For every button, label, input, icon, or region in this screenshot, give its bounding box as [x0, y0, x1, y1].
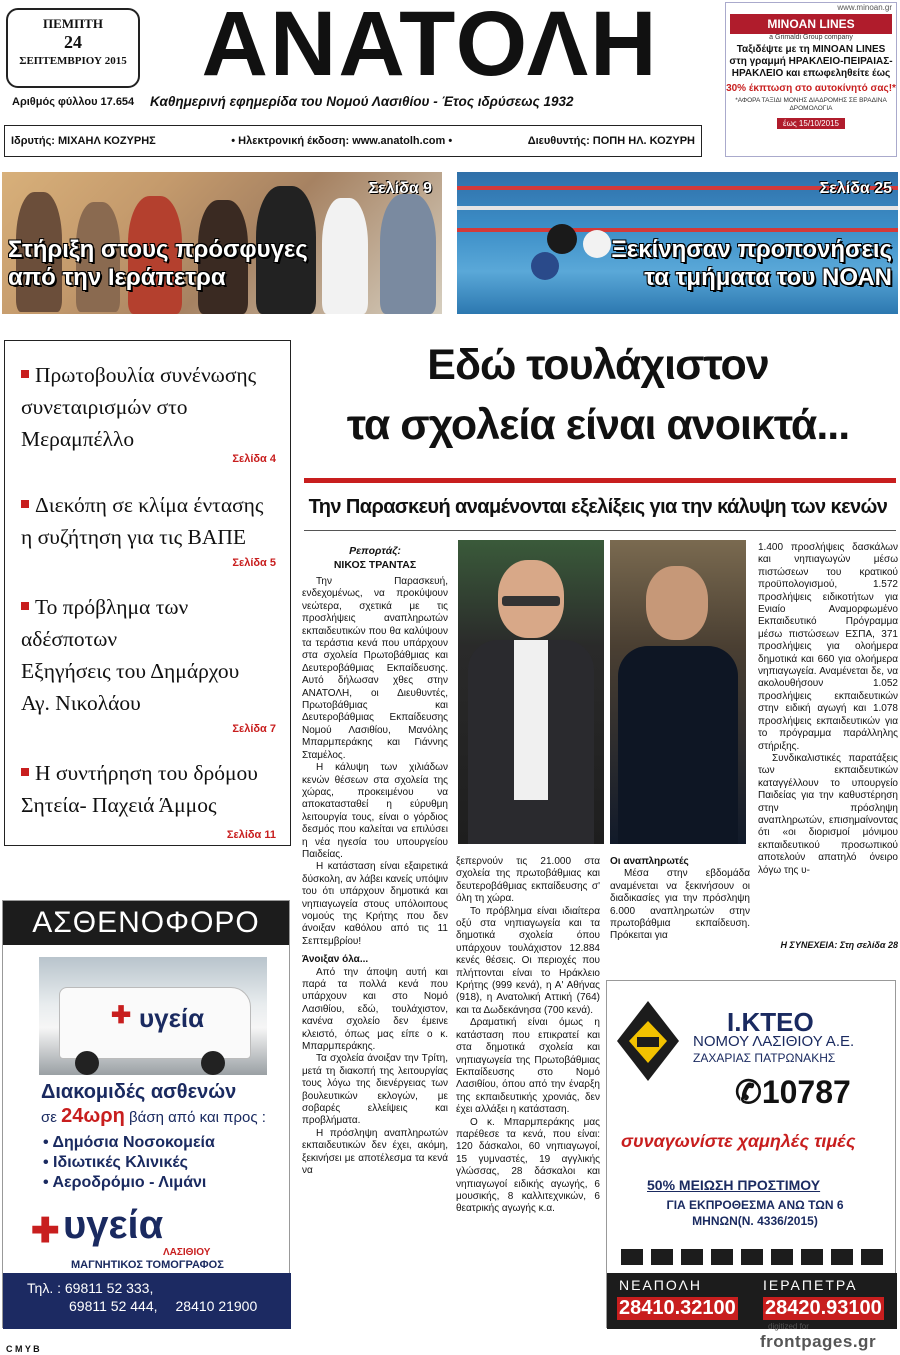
story-page-tag: Σελίδα 25	[819, 180, 892, 197]
story-caption	[8, 236, 308, 291]
caption-line1: Στήριξη στους πρόσφυγες	[8, 236, 308, 263]
face	[646, 566, 708, 640]
caption-line2: τα τμήματα του ΝΟΑΝ	[644, 263, 892, 291]
bullet-icon	[21, 500, 29, 508]
glasses-icon	[502, 596, 560, 606]
brief-page[interactable]: Σελίδα 4	[232, 453, 276, 465]
brief-page[interactable]: Σελίδα 11	[226, 829, 276, 841]
director-photo-1[interactable]	[458, 540, 604, 844]
minoan-company: a Grimaldi Group company	[769, 34, 853, 41]
kteo-logo-icon	[617, 1001, 679, 1101]
story-caption	[611, 236, 892, 291]
shirt	[514, 640, 548, 800]
kteo-city: ΝΕΑΠΟΛΗ	[619, 1277, 702, 1293]
phone-line: 69811 52 444,	[69, 1298, 158, 1314]
article-paragraph: Η πρόσληψη αναπληρωτών εκπαιδευτικών δεν έχει, ακόμη, ξεκινήσει με αποτέλεσμα τα κενά να	[302, 1127, 448, 1177]
electronic-edition[interactable]: • Ηλεκτρονική έκδοση: www.anatolh.com •	[231, 135, 453, 147]
director: Διευθυντής: ΠΟΠΗ ΗΛ. ΚΟΖΥΡΗ	[527, 135, 695, 147]
list-item: • Αεροδρόμιο - Λιμάνι	[43, 1173, 215, 1193]
ambulance-list	[39, 1133, 215, 1193]
wheel-icon	[201, 1051, 225, 1075]
article-paragraph: Από την άποψη αυτή και παρά τα πολλά κενά που υπάρχουν και στο Νομό Λασιθίου, εδώ, τουλάχιστον, κανένα σχολείο δεν έμεινε κλειστό, όπως μας είπε ο κ. Μπαρμπεράκης.	[302, 966, 448, 1053]
issue-day: ΠΕΜΠΤΗ	[43, 16, 103, 31]
swimmer-head	[547, 224, 577, 254]
brief-page[interactable]: Σελίδα 7	[232, 723, 276, 735]
ygeia-logo: υγεία	[63, 1203, 164, 1247]
headline-line2: τα σχολεία είναι ανοικτά...	[346, 401, 850, 449]
frontpages-link[interactable]: frontpages.gr	[760, 1332, 877, 1351]
story-page-tag: Σελίδα 9	[368, 180, 432, 197]
main-headline[interactable]	[300, 335, 896, 455]
director-photo-2[interactable]	[610, 540, 746, 844]
minoan-lines-ad[interactable]	[725, 2, 897, 157]
headline-rule	[304, 478, 896, 483]
brief-page[interactable]: Σελίδα 5	[232, 557, 276, 569]
brief-text: η συζήτηση για τις ΒΑΠΕ	[21, 525, 247, 549]
byline-label: Ρεπορτάζ:	[349, 545, 401, 557]
article-column-1	[302, 576, 448, 1178]
ambulance-sub	[41, 1105, 266, 1128]
cross-icon: ✚	[31, 1212, 60, 1250]
bullet-icon	[21, 602, 29, 610]
minoan-line3: ΗΡΑΚΛΕΙΟ και επωφεληθείτε έως	[731, 68, 891, 79]
brief-item[interactable]	[21, 591, 283, 719]
sub-pre: σε	[41, 1109, 62, 1126]
photo-person	[322, 198, 368, 314]
byline-author: ΝΙΚΟΣ ΤΡΑΝΤΑΣ	[333, 559, 417, 571]
tagline: Καθημερινή εφημερίδα του Νομού Λασιθίου - Έτος ιδρύσεως 1932	[150, 94, 574, 109]
ygeia-lasithi: ΛΑΣΙΘΙΟΥ	[163, 1247, 211, 1258]
article-paragraph: Η κάλυψη των χιλιάδων κενών θέσεων στα σχολεία της χώρας, προκειμένου να αποκατασταθεί η εύρυθμη λειτουργία τους, είναι ο γόρδιος δεσμός που καλείται να επιλύσει η νέα ηγεσία του υπουργείου Παιδείας.	[302, 762, 448, 860]
kteo-city: ΙΕΡΑΠΕΤΡΑ	[763, 1277, 858, 1293]
article-paragraph: 1.400 προσλήψεις δασκάλων και νηπιαγωγών μέσω πιστώσεων του κρατικού προϋπολογισμού, 1.572 προσλήψεις ειδικοτήτων για Ενιαίο Αναμορφωμένο Εκπαιδευτικό Πρόγραμμα μέσω πιστώσεων ΕΣΠΑ, 371 προσλήψεις για ολοήμερα δημοτικά και 660 για ολοήμερα νηπιαγωγεία. Αναμένεται δε, να ακολουθήσουν 1.052 προσλήψεις εκπαιδευτικών στην ειδική αγωγή και 1.078 προσλήψεις εκπαιδευτικών για το πρόγραμμα παράλληλης στήριξης.	[758, 542, 898, 752]
byline	[302, 544, 448, 572]
phone-line: 28410 21900	[175, 1298, 258, 1314]
cross-icon: ✚	[111, 1002, 132, 1029]
minoan-line2: στη γραμμή ΗΡΑΚΛΕΙΟ-ΠΕΙΡΑΙΑΣ-	[729, 56, 893, 67]
article-paragraph: Την Παρασκευή, ενδεχομένως, να προκύψουν νεώτερα, σχετικά με τις προσλήψεις αναπληρωτών εκπαιδευτικών που θα καλύψουν τα τεράστια κενά που υπάρχουν στα σχολεία Πρωτοβάθμιας και Δευτεροβάθμιας Εκπαίδευσης. Αυτό δήλωσαν χθες στην ΑΝΑΤΟΛΗ, οι Διευθυντές, Πρωτοβάθμιας και Δευτεροβάθμιας Εκπαίδευσης Νομού Λασιθίου, Μανόλης Μπαρμπεράκης και Γιάννης Σταμέλος.	[302, 576, 448, 761]
ambulance-ad[interactable]	[2, 900, 290, 1328]
caption-line1: Ξεκίνησαν προπονήσεις	[611, 236, 892, 263]
brief-item[interactable]	[21, 757, 283, 821]
sub-hours: 24ωρη	[61, 1105, 125, 1127]
article-paragraph: Μέσα στην εβδομάδα αναμένεται να ξεκινήσουν οι διαδικασίες για την πρόσληψη 6.000 αναπληρωτών στην πρωτοβάθμια εκπαίδευση. Πρόκειται για	[610, 868, 750, 942]
kteo-city-phone: 28420.93100	[765, 1297, 882, 1319]
cmyb-marks: C M Y B	[6, 1344, 40, 1354]
swimmer-head	[583, 230, 611, 258]
article-paragraph: ξεπερνούν τις 21.000 στα σχολεία της πρωτοβάθμιας και δευτεροβάθμιας εκπαίδευσης σ' όλη τη χώρα.	[456, 856, 600, 905]
minoan-offer: 30% έκπτωση στο αυτοκίνητό σας!*	[726, 83, 896, 94]
minoan-logo: MINOAN LINES	[730, 14, 892, 34]
kteo-phone	[735, 1073, 851, 1111]
article-subhead: Οι αναπληρωτές	[610, 856, 689, 867]
brief-text: Σητεία- Παχειά Άμμος	[21, 793, 217, 817]
brief-text: αδέσποτων	[21, 627, 118, 651]
kteo-ad[interactable]	[606, 980, 896, 1328]
van-brand: υγεία	[139, 1003, 205, 1033]
wheel-icon	[75, 1051, 99, 1075]
pool-lane	[457, 206, 898, 210]
caption-line2: από την Ιεράπετρα	[8, 263, 226, 291]
vehicles-strip-icon	[621, 1249, 883, 1265]
article-paragraph: Το πρόβλημα είναι ιδιαίτερα οξύ στα νηπιαγωγεία και τα δημοτικά σχολεία όπου υπάρχουν τουλάχιστον 12.884 κενές θέσεις. Οι περιοχές που πλήττονται είναι το Ηράκλειο Κρήτης (999 κενά), η Α' Αθήνας (918), η Ανατολική Αττική (764) και τα Δωδεκάνησα (700 κενά).	[456, 905, 600, 1016]
brief-item[interactable]	[21, 359, 283, 455]
brief-text: συνεταιρισμών στο	[21, 395, 188, 419]
brief-text: Αγ. Νικολάου	[21, 691, 141, 715]
sheet-number: Αριθμός φύλλου 17.654	[12, 96, 135, 108]
continued-link[interactable]: Η ΣΥΝΕΧΕΙΑ: Στη σελίδα 28	[780, 940, 898, 950]
list-item: • Δημόσια Νοσοκομεία	[43, 1133, 215, 1153]
article-paragraph: Τα σχολεία άνοιξαν την Τρίτη, μετά τη διακοπή της λειτουργίας τους λόγω της διενέργειας των βουλευτικών εκλογών, με σοβαρές ελλείψεις και προβλήματα.	[302, 1053, 448, 1127]
article-paragraph: Ο κ. Μπαρμπεράκης μας παρέθεσε τα κενά, που είναι: 120 δάσκαλοι, 60 νηπιαγωγοί, 15 γυμναστές, 19 αγγλικής γλώσσας, 28 δάσκαλοι και νηπιαγωγοί ειδικής αγωγής, 6 μουσικής, 8 καλλιτεχνικών, 6 θεατρικής αγωγής κ.α.	[456, 1116, 600, 1215]
kteo-city-phone: 28410.32100	[619, 1297, 736, 1319]
list-item: • Ιδιωτικές Κλινικές	[43, 1153, 215, 1173]
swimmer-head	[531, 252, 559, 280]
phone-row	[27, 1297, 291, 1315]
article-column-2	[456, 856, 600, 1216]
refugees-story-photo[interactable]	[2, 172, 442, 314]
bullet-icon	[21, 370, 29, 378]
kteo-locations	[607, 1273, 897, 1329]
sub-post: βάση από και προς :	[124, 1109, 266, 1126]
minoan-until: έως 15/10/2015	[777, 118, 845, 129]
pool-lane	[457, 228, 898, 232]
polo-shirt	[618, 646, 738, 844]
photo-person	[380, 194, 436, 314]
kteo-phone-number: 10787	[761, 1074, 851, 1110]
minoan-url[interactable]: www.minoan.gr	[837, 3, 892, 12]
main-subheadline: Την Παρασκευή αναμένονται εξελίξεις για την κάλυψη των κενών	[308, 496, 888, 518]
kteo-owner: ΖΑΧΑΡΙΑΣ ΠΑΤΡΩΝΑΚΗΣ	[693, 1051, 836, 1065]
phone-line: Τηλ. : 69811 52 333,	[27, 1280, 154, 1296]
article-column-3	[610, 856, 750, 943]
phone-icon: ✆	[735, 1074, 762, 1110]
article-subhead: Άνοιξαν όλα...	[302, 954, 369, 966]
kteo-name: ΝΟΜΟΥ ΛΑΣΙΘΙΟΥ Α.Ε.	[693, 1033, 855, 1050]
subhead-rule	[304, 530, 896, 531]
article-paragraph: Συνδικαλιστικές παρατάξεις των εκπαιδευτικών καταγγέλλουν το υπουργείο Παιδείας για την καθυστέρηση στην πρόσληψη αναπληρωτών, επισημαίνοντας ότι «οι διορισμοί μόνιμου εκπαιδευτικού προσωπικού αποτελούν απατηλό όνειρο λόγω της υ-	[758, 752, 898, 876]
ygeia-mt: ΜΑΓΝΗΤΙΚΟΣ ΤΟΜΟΓΡΑΦΟΣ	[71, 1259, 224, 1271]
minoan-line1: Ταξιδέψτε με τη MINOAN LINES	[736, 44, 886, 55]
brief-item[interactable]	[21, 489, 283, 553]
brief-text: Το πρόβλημα των	[35, 595, 189, 619]
brief-text: Πρωτοβουλία συνένωσης	[35, 363, 257, 387]
bullet-icon	[21, 768, 29, 776]
headline-line1: Εδώ τουλάχιστον	[427, 341, 769, 389]
issue-month-year: ΣΕΠΤΕΜΒΡΙΟΥ 2015	[19, 55, 127, 67]
swimming-story-photo[interactable]	[457, 172, 898, 314]
ambulance-title: ΑΣΘΕΝΟΦΟΡΟ	[3, 901, 289, 945]
kteo-slogan: συναγωνίστε χαμηλές τιμές	[621, 1131, 856, 1151]
founder: Ιδρυτής: ΜΙΧΑΗΛ ΚΟΖΥΡΗΣ	[11, 135, 156, 147]
brief-text: Διεκόπη σε κλίμα έντασης	[35, 493, 264, 517]
ambulance-headline: Διακομιδές ασθενών	[41, 1081, 237, 1103]
issue-date: 24	[64, 32, 82, 52]
kteo-discount: 50% ΜΕΙΩΣΗ ΠΡΟΣΤΙΜΟΥ	[647, 1177, 821, 1193]
article-column-4	[758, 542, 898, 877]
ambulance-van-image	[39, 957, 267, 1075]
ambulance-phones	[3, 1273, 291, 1329]
minoan-text	[728, 44, 894, 80]
news-briefs-box	[4, 340, 291, 846]
brief-text: Εξηγήσεις του Δημάρχου	[21, 659, 240, 683]
digitized-label: digitized for	[768, 1322, 809, 1331]
article-paragraph: Δραματική είναι όμως η κατάσταση που επικρατεί και στα δημοτικά σχολεία και νηπιαγωγεία της Πρωτοβάθμιας Εκπαίδευσης στο Νομό Λασιθίου, όπου από την έναρξη της εκπαιδευτικής χρονιάς, δεν έχει αλλάξει η κατάσταση.	[456, 1017, 600, 1116]
brief-text: Η συντήρηση του δρόμου	[35, 761, 258, 785]
article-paragraph: Η κατάσταση είναι εξαιρετικά δύσκολη, αν λάβει κανείς υπόψιν του ότι υπάρχουν δημοτικά και νηπιαγωγεία στους υπόλοιπους νομούς της Κρήτης που δεν άνοιξαν καθόλου από τις 11 Σεπτεμβρίου!	[302, 861, 448, 947]
minoan-note: *ΑΦΟΡΑ ΤΑΞΙΔΙ ΜΟΝΗΣ ΔΙΑΔΡΟΜΗΣ ΣΕ ΒΡΑΔΙΝΑ ΔΡΟΜΟΛΟΓΙΑ	[735, 97, 887, 112]
date-box	[6, 8, 140, 88]
masthead[interactable]: ΑΝΑΤΟΛΗ	[201, 0, 659, 95]
info-row	[4, 125, 702, 157]
brief-text: Μεραμπέλλο	[21, 427, 135, 451]
kteo-discount-terms: ΓΙΑ ΕΚΠΡΟΘΕΣΜΑ ΑΝΩ ΤΩΝ 6 ΜΗΝΩΝ(Ν. 4336/2015)	[666, 1198, 844, 1228]
kteo-title: Ι.ΚΤΕΟ	[727, 1007, 814, 1037]
